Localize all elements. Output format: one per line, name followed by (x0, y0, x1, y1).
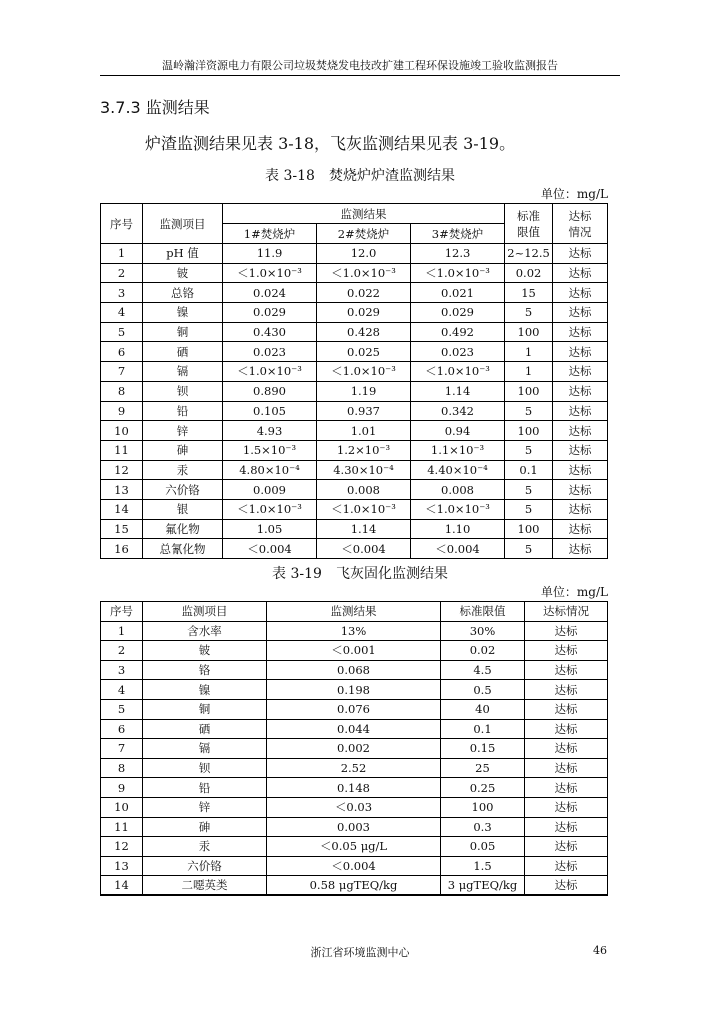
table-cell: 达标 (525, 680, 608, 700)
table-cell: 0.428 (317, 322, 411, 342)
table-cell: 达标 (525, 699, 608, 719)
table-cell: 0.15 (441, 739, 525, 759)
table-cell: ＜1.0×10⁻³ (223, 263, 317, 283)
table-cell: 0.009 (223, 480, 317, 500)
col-header-furnace-3: 3#焚烧炉 (411, 224, 505, 244)
table-cell: 铬 (143, 660, 267, 680)
table-row (101, 362, 608, 382)
table-cell: 砷 (143, 817, 267, 837)
table-cell: 8 (101, 758, 143, 778)
table-cell: 汞 (143, 837, 267, 857)
table-cell: 达标 (553, 303, 608, 323)
table-cell: 11 (101, 440, 143, 460)
table-cell: 0.021 (411, 283, 505, 303)
table-cell: 0.044 (267, 719, 441, 739)
col-header-furnace-1: 1#焚烧炉 (223, 224, 317, 244)
table-cell: 5 (505, 499, 553, 519)
table-cell: 达标 (525, 739, 608, 759)
table-cell: 达标 (553, 480, 608, 500)
table-cell: 0.198 (267, 680, 441, 700)
table2-unit: 单位：mg/L (540, 585, 608, 599)
table-cell: 4.5 (441, 660, 525, 680)
table-row (101, 283, 608, 303)
table-cell: ＜0.03 (267, 797, 441, 817)
table-cell: 100 (505, 381, 553, 401)
col-header-result: 监测结果 (267, 602, 441, 622)
table-cell: 砷 (143, 440, 223, 460)
table-cell: 总铬 (143, 283, 223, 303)
table-cell: 5 (505, 539, 553, 559)
table-cell: 1.2×10⁻³ (317, 440, 411, 460)
table-cell: ＜0.05 μg/L (267, 837, 441, 857)
col-header-no: 序号 (101, 602, 143, 622)
table-row (101, 621, 608, 641)
table-cell: 6 (101, 719, 143, 739)
page-footer: 浙江省环境监测中心 (310, 946, 410, 959)
table-cell: 达标 (553, 539, 608, 559)
table-cell: 30% (441, 621, 525, 641)
table-row (101, 440, 608, 460)
table-row (101, 401, 608, 421)
table-cell: 4.93 (223, 421, 317, 441)
table-row (101, 480, 608, 500)
table-cell: 4.80×10⁻⁴ (223, 460, 317, 480)
table-cell: 5 (101, 322, 143, 342)
table-cell: 7 (101, 362, 143, 382)
table-cell: 0.008 (411, 480, 505, 500)
table-cell: 2~12.5 (505, 244, 553, 264)
table-cell: ＜1.0×10⁻³ (223, 499, 317, 519)
table-cell: 100 (505, 519, 553, 539)
table-cell: 0.022 (317, 283, 411, 303)
table-cell: 氟化物 (143, 519, 223, 539)
table-cell: 达标 (525, 660, 608, 680)
table-cell: 达标 (525, 778, 608, 798)
table-cell: 1.14 (317, 519, 411, 539)
table-cell: 达标 (525, 621, 608, 641)
table-cell: 达标 (553, 244, 608, 264)
table-row (101, 778, 608, 798)
table-cell: 铜 (143, 699, 267, 719)
table-row (101, 244, 608, 264)
table-cell: 达标 (553, 381, 608, 401)
table-cell: 达标 (525, 641, 608, 661)
table-cell: 5 (101, 699, 143, 719)
table-row (101, 699, 608, 719)
table-cell: 0.023 (223, 342, 317, 362)
table-cell: 100 (505, 322, 553, 342)
table-cell: 0.25 (441, 778, 525, 798)
table-cell: 3 μgTEQ/kg (441, 876, 525, 896)
col-header-item: 监测项目 (143, 602, 267, 622)
table-cell: 镉 (143, 739, 267, 759)
col-header-status: 达标情况 (553, 204, 608, 244)
table-cell: 达标 (553, 362, 608, 382)
table-cell: 0.025 (317, 342, 411, 362)
table1-caption: 表 3-18 焚烧炉炉渣监测结果 (265, 168, 455, 184)
table-cell: 达标 (553, 283, 608, 303)
table-cell: 铅 (143, 401, 223, 421)
table-cell: ＜1.0×10⁻³ (317, 499, 411, 519)
table-cell: 达标 (525, 837, 608, 857)
table-cell: ＜0.004 (223, 539, 317, 559)
table-cell: 铅 (143, 778, 267, 798)
table-row (101, 381, 608, 401)
table-cell: 0.076 (267, 699, 441, 719)
table-cell: 0.068 (267, 660, 441, 680)
table-cell: 1.19 (317, 381, 411, 401)
table-cell: 15 (101, 519, 143, 539)
table-cell: 含水率 (143, 621, 267, 641)
table-row (101, 680, 608, 700)
table-cell: 0.02 (441, 641, 525, 661)
table-row (101, 758, 608, 778)
table-cell: 0.029 (223, 303, 317, 323)
col-header-furnace-2: 2#焚烧炉 (317, 224, 411, 244)
table-row (101, 342, 608, 362)
table-cell: 11 (101, 817, 143, 837)
col-header-result: 监测结果 (223, 204, 505, 224)
table-cell: 0.105 (223, 401, 317, 421)
table-cell: 0.024 (223, 283, 317, 303)
table-cell: 0.05 (441, 837, 525, 857)
table-cell: 达标 (525, 856, 608, 876)
table2-caption: 表 3-19 飞灰固化监测结果 (272, 566, 448, 582)
table-cell: 13 (101, 480, 143, 500)
table-cell: 14 (101, 876, 143, 896)
table-cell: 镍 (143, 303, 223, 323)
table-cell: 1.14 (411, 381, 505, 401)
table-cell: 5 (505, 440, 553, 460)
table-row (101, 856, 608, 876)
table-cell: pH 值 (143, 244, 223, 264)
table-cell: 铍 (143, 263, 223, 283)
table-cell: 0.029 (317, 303, 411, 323)
table-cell: 0.342 (411, 401, 505, 421)
table-cell: 7 (101, 739, 143, 759)
table-cell: 铜 (143, 322, 223, 342)
table-cell: 达标 (553, 460, 608, 480)
table-cell: 1 (101, 621, 143, 641)
table-cell: 达标 (553, 519, 608, 539)
table-cell: 4.40×10⁻⁴ (411, 460, 505, 480)
table-cell: 达标 (553, 401, 608, 421)
table-cell: 100 (505, 421, 553, 441)
table-cell: 12 (101, 460, 143, 480)
table-cell: 2 (101, 641, 143, 661)
table-cell: 硒 (143, 342, 223, 362)
table-row (101, 499, 608, 519)
table-cell: 5 (505, 480, 553, 500)
table-cell: 10 (101, 421, 143, 441)
table-cell: 1.5×10⁻³ (223, 440, 317, 460)
table-cell: 1.1×10⁻³ (411, 440, 505, 460)
table-cell: 40 (441, 699, 525, 719)
table-cell: 二噁英类 (143, 876, 267, 896)
table-cell: 达标 (553, 322, 608, 342)
table-row (101, 660, 608, 680)
table-cell: 0.008 (317, 480, 411, 500)
table-cell: 达标 (553, 342, 608, 362)
table1-unit: 单位：mg/L (540, 187, 608, 201)
table-row (101, 817, 608, 837)
table-cell: 13 (101, 856, 143, 876)
table-cell: ＜0.004 (317, 539, 411, 559)
table-cell: 0.023 (411, 342, 505, 362)
table-cell: 0.003 (267, 817, 441, 837)
table-cell: 4 (101, 680, 143, 700)
table-cell: 0.5 (441, 680, 525, 700)
table-fly-ash-results (100, 601, 608, 896)
table-cell: 汞 (143, 460, 223, 480)
col-header-no: 序号 (101, 204, 143, 244)
table-cell: 六价铬 (143, 480, 223, 500)
page-header: 温岭瀚洋资源电力有限公司垃圾焚烧发电技改扩建工程环保设施竣工验收监测报告 (100, 57, 620, 76)
table-cell: 6 (101, 342, 143, 362)
table-cell: 9 (101, 401, 143, 421)
table-cell: 0.029 (411, 303, 505, 323)
table-cell: 1.05 (223, 519, 317, 539)
table-cell: 达标 (553, 263, 608, 283)
table-cell: 0.94 (411, 421, 505, 441)
table-cell: 1.01 (317, 421, 411, 441)
table-row (101, 837, 608, 857)
table-row (101, 797, 608, 817)
table-cell: 4 (101, 303, 143, 323)
table-cell: 0.58 μgTEQ/kg (267, 876, 441, 896)
table-cell: 16 (101, 539, 143, 559)
table-cell: 0.02 (505, 263, 553, 283)
table-cell: 铍 (143, 641, 267, 661)
table-cell: 14 (101, 499, 143, 519)
table-cell: 0.1 (441, 719, 525, 739)
table-cell: 达标 (525, 876, 608, 896)
table-cell: ＜0.004 (267, 856, 441, 876)
table-cell: ＜1.0×10⁻³ (411, 263, 505, 283)
table-cell: 100 (441, 797, 525, 817)
table-cell: 0.148 (267, 778, 441, 798)
table-row (101, 739, 608, 759)
table-cell: 0.492 (411, 322, 505, 342)
section-title: 3.7.3 监测结果 (100, 98, 210, 117)
table-cell: 锌 (143, 797, 267, 817)
col-header-item: 监测项目 (143, 204, 223, 244)
page-number: 46 (593, 944, 607, 957)
table-cell: 达标 (553, 421, 608, 441)
col-header-limit: 标准限值 (441, 602, 525, 622)
table-cell: 达标 (525, 758, 608, 778)
table-cell: ＜1.0×10⁻³ (411, 499, 505, 519)
table-cell: 12 (101, 837, 143, 857)
table-cell: 11.9 (223, 244, 317, 264)
table-cell: 0.890 (223, 381, 317, 401)
table-cell: 1.10 (411, 519, 505, 539)
intro-text: 炉渣监测结果见表 3-18，飞灰监测结果见表 3-19。 (145, 134, 516, 153)
table-slag-results (100, 203, 608, 559)
col-header-status: 达标情况 (525, 602, 608, 622)
table-cell: 15 (505, 283, 553, 303)
table-cell: 达标 (525, 797, 608, 817)
table-row (101, 322, 608, 342)
table-cell: 0.002 (267, 739, 441, 759)
table-cell: 达标 (525, 817, 608, 837)
table-row (101, 460, 608, 480)
table-row (101, 519, 608, 539)
table-cell: 25 (441, 758, 525, 778)
table-cell: 锌 (143, 421, 223, 441)
table-cell: ＜1.0×10⁻³ (411, 362, 505, 382)
table-cell: ＜1.0×10⁻³ (317, 362, 411, 382)
table-cell: 1 (101, 244, 143, 264)
table-cell: 12.0 (317, 244, 411, 264)
col-header-limit: 标准限值 (505, 204, 553, 244)
table-cell: 5 (505, 401, 553, 421)
table-cell: 9 (101, 778, 143, 798)
table-row (101, 641, 608, 661)
table-row (101, 421, 608, 441)
table-cell: 硒 (143, 719, 267, 739)
table-cell: 1 (505, 362, 553, 382)
table-cell: 0.937 (317, 401, 411, 421)
table-cell: ＜0.001 (267, 641, 441, 661)
table-cell: ＜1.0×10⁻³ (317, 263, 411, 283)
table-cell: 2.52 (267, 758, 441, 778)
table-cell: 0.430 (223, 322, 317, 342)
table-cell: 13% (267, 621, 441, 641)
table-cell: 1 (505, 342, 553, 362)
table-cell: 4.30×10⁻⁴ (317, 460, 411, 480)
table-row (101, 719, 608, 739)
table-cell: 8 (101, 381, 143, 401)
table-row (101, 876, 608, 896)
table-row (101, 303, 608, 323)
table-cell: ＜1.0×10⁻³ (223, 362, 317, 382)
table-cell: 达标 (553, 440, 608, 460)
table-cell: 3 (101, 283, 143, 303)
table-cell: 镍 (143, 680, 267, 700)
table-cell: 达标 (553, 499, 608, 519)
table-cell: 2 (101, 263, 143, 283)
table-row (101, 263, 608, 283)
table-cell: 0.3 (441, 817, 525, 837)
table-cell: 5 (505, 303, 553, 323)
table-cell: 达标 (525, 719, 608, 739)
table-cell: 0.1 (505, 460, 553, 480)
table-cell: 12.3 (411, 244, 505, 264)
table-cell: 钡 (143, 381, 223, 401)
table-cell: ＜0.004 (411, 539, 505, 559)
table-row (101, 539, 608, 559)
table-cell: 银 (143, 499, 223, 519)
table-cell: 总氰化物 (143, 539, 223, 559)
table-cell: 3 (101, 660, 143, 680)
table-cell: 镉 (143, 362, 223, 382)
table-cell: 10 (101, 797, 143, 817)
table-cell: 六价铬 (143, 856, 267, 876)
table-cell: 钡 (143, 758, 267, 778)
table-cell: 1.5 (441, 856, 525, 876)
